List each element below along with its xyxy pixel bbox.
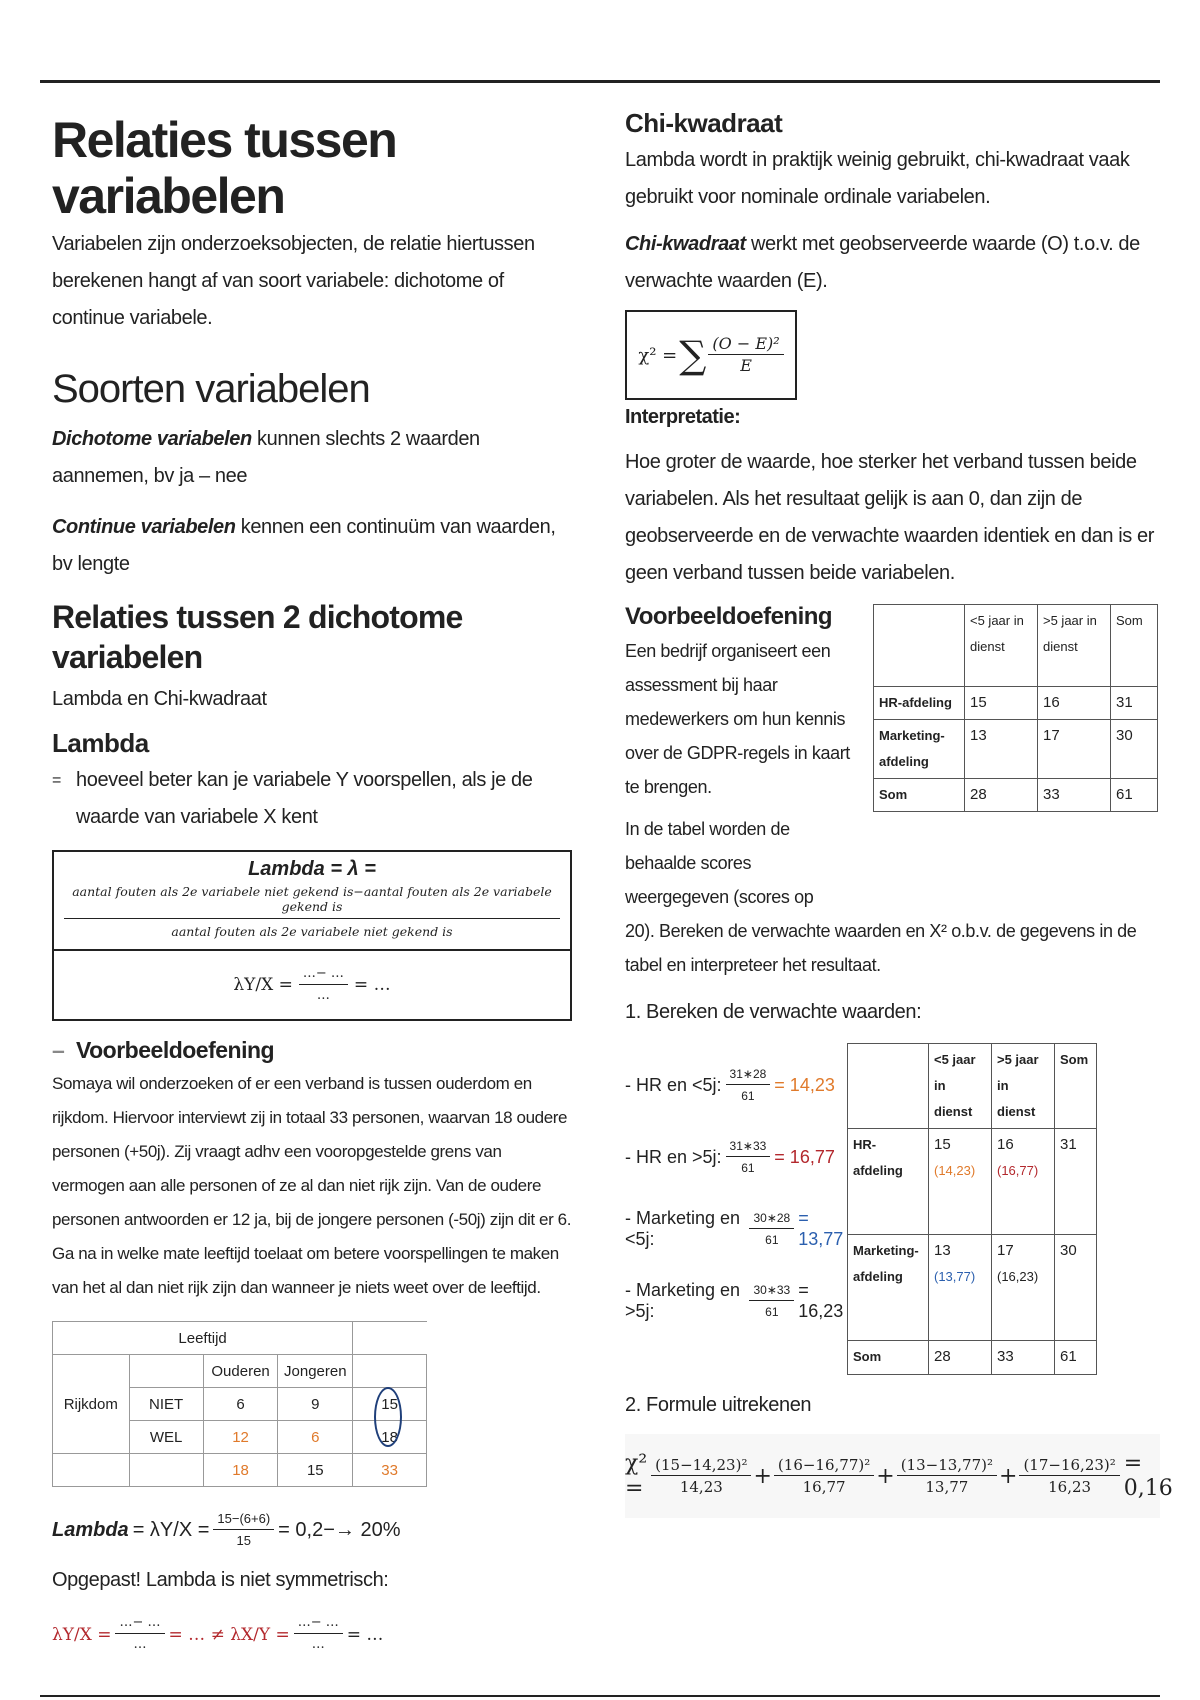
lambda-frac-den: … bbox=[316, 987, 330, 1003]
dichotome-line bbox=[52, 421, 572, 495]
leeftijd-table bbox=[52, 1321, 427, 1487]
th-gt5: >5 jaar in dienst bbox=[1038, 605, 1111, 687]
calc-num: 31∗28 bbox=[726, 1064, 771, 1085]
calc-num: 30∗33 bbox=[749, 1280, 794, 1301]
cell: 9 bbox=[278, 1388, 353, 1421]
calc-section bbox=[625, 1043, 1160, 1375]
lambda-result bbox=[52, 1509, 572, 1552]
final-term bbox=[651, 1455, 751, 1498]
asym-end: = … bbox=[346, 1624, 384, 1645]
row-marketing: Marketing-afdeling bbox=[848, 1235, 929, 1341]
lambda-result-den: 15 bbox=[236, 1533, 252, 1548]
th-som: Som bbox=[1111, 605, 1158, 687]
interpretatie-text: Hoe groter de waarde, hoe sterker het verband tussen beide variabelen. Als het resultaat gelijk is aan 0, dan zijn de geobserveerde en de verwachte waarden identiek en dan is er geen verband tussen beide variabelen. bbox=[625, 451, 1154, 584]
asym-lhs: λY/X = bbox=[52, 1624, 112, 1645]
plus: + bbox=[753, 1463, 772, 1489]
example2-row bbox=[625, 600, 1160, 812]
leeftijd-header: Leeftijd bbox=[53, 1322, 353, 1355]
observed: 15 bbox=[934, 1136, 951, 1153]
sum-total: 33 bbox=[353, 1454, 427, 1487]
calc-den: 61 bbox=[741, 1088, 755, 1103]
final-term bbox=[897, 1455, 997, 1498]
final-den: 13,77 bbox=[925, 1477, 969, 1496]
final-den: 16,23 bbox=[1048, 1477, 1092, 1496]
final-den: 16,77 bbox=[802, 1477, 846, 1496]
cell-observed-expected bbox=[992, 1235, 1055, 1341]
final-term bbox=[1019, 1455, 1119, 1498]
plus: + bbox=[876, 1463, 895, 1489]
calc-den: 61 bbox=[741, 1160, 755, 1175]
lambda-general-row bbox=[54, 951, 570, 1019]
cell: 6 bbox=[278, 1421, 353, 1454]
sigma-symbol: ∑ bbox=[679, 333, 707, 377]
lambda-rhs: = … bbox=[353, 975, 391, 995]
page-title: Relaties tussen variabelen bbox=[52, 112, 397, 224]
calc-frac bbox=[749, 1208, 794, 1251]
final-result: = 0,16 bbox=[1123, 1451, 1173, 1501]
cell: 13 bbox=[965, 720, 1038, 779]
lambda-formula-row bbox=[54, 852, 570, 951]
example-bullet: – bbox=[52, 1037, 65, 1063]
row-som: Som bbox=[874, 779, 965, 812]
th-som: Som bbox=[1055, 1044, 1097, 1129]
continue-line bbox=[52, 509, 572, 583]
dichotome-term: Dichotome variabelen bbox=[52, 428, 252, 450]
row-hr: HR-afdeling bbox=[874, 687, 965, 720]
cell: 15 bbox=[278, 1454, 353, 1487]
lambda-result-frac bbox=[213, 1509, 274, 1552]
observed: 17 bbox=[997, 1242, 1014, 1259]
final-num: (17−16,23)² bbox=[1019, 1455, 1119, 1476]
bottom-rule bbox=[40, 1695, 1160, 1697]
lambda-bullet bbox=[52, 762, 572, 836]
asym-frac1-den: … bbox=[133, 1637, 147, 1652]
example-heading: Voorbeeldoefening bbox=[76, 1037, 275, 1063]
chi-definition bbox=[625, 226, 1160, 300]
cell: 18 bbox=[203, 1454, 278, 1487]
continue-term: Continue variabelen bbox=[52, 516, 236, 538]
lambda-fraction bbox=[299, 964, 348, 1007]
cell: 33 bbox=[1038, 779, 1111, 812]
calc-frac bbox=[726, 1064, 771, 1107]
col-jongeren: Jongeren bbox=[278, 1355, 353, 1388]
expected-table bbox=[847, 1043, 1097, 1375]
lambda-frac-num: …− … bbox=[299, 964, 348, 985]
calc-num: 30∗28 bbox=[749, 1208, 794, 1229]
lambda-formula-num: aantal fouten als 2e variabele niet gekend is−aantal fouten als 2e variabele gekend is bbox=[64, 881, 560, 919]
cell: 33 bbox=[992, 1341, 1055, 1375]
calc-hr-gt5 bbox=[625, 1121, 847, 1193]
dichotome-text: kunnen slechts 2 waarden aannemen, bv ja – nee bbox=[52, 428, 480, 487]
interpretatie-heading: Interpretatie: bbox=[625, 406, 741, 428]
calc-den: 61 bbox=[765, 1232, 779, 1247]
relaties-heading: Relaties tussen 2 dichotome variabelen bbox=[52, 599, 463, 675]
expected: (14,23) bbox=[934, 1163, 976, 1178]
calc-mk-lt5 bbox=[625, 1193, 847, 1265]
cell: 61 bbox=[1111, 779, 1158, 812]
lambda-result-label: Lambda bbox=[52, 1519, 129, 1541]
expected: (13,77) bbox=[934, 1269, 976, 1284]
rijkdom-label: Rijkdom bbox=[53, 1355, 130, 1454]
asym-frac2-den: … bbox=[311, 1637, 325, 1652]
cell: 30 bbox=[1055, 1235, 1097, 1341]
calc-list bbox=[625, 1043, 847, 1375]
row-marketing: Marketing-afdeling bbox=[874, 720, 965, 779]
lambda-result-value: = 0,2−→ 20% bbox=[278, 1519, 401, 1541]
cell: 12 bbox=[203, 1421, 278, 1454]
lambda-formula-label: Lambda = λ = bbox=[248, 858, 376, 880]
step2-text: 2. Formule uitrekenen bbox=[625, 1394, 812, 1416]
cell-observed-expected bbox=[992, 1129, 1055, 1235]
final-num: (13−13,77)² bbox=[897, 1455, 997, 1476]
chi-intro: Lambda wordt in praktijk weinig gebruikt, chi-kwadraat vaak gebruikt voor nominale ordinale variabelen. bbox=[625, 149, 1130, 208]
final-den: 14,23 bbox=[679, 1477, 723, 1496]
lambda-result-eq: = λY/X = bbox=[132, 1519, 210, 1541]
top-rule bbox=[40, 80, 1160, 83]
lambda-heading: Lambda bbox=[52, 728, 149, 758]
chi-heading: Chi-kwadraat bbox=[625, 108, 783, 138]
final-lhs: χ² = bbox=[625, 1451, 648, 1501]
example-heading-row bbox=[52, 1033, 572, 1067]
left-column bbox=[52, 100, 572, 1656]
relaties-sub: Lambda en Chi-kwadraat bbox=[52, 688, 267, 710]
final-num: (15−14,23)² bbox=[651, 1455, 751, 1476]
cell-sum bbox=[353, 1388, 427, 1421]
step1-text: 1. Bereken de verwachte waarden: bbox=[625, 1001, 922, 1023]
calc-result: = 14,23 bbox=[774, 1074, 835, 1095]
chi-def-text: werkt met geobserveerde waarde (O) t.o.v. de verwachte waarden (E). bbox=[625, 233, 1140, 292]
asym-frac1-num: …− … bbox=[115, 1613, 164, 1634]
cell: 16 bbox=[1038, 687, 1111, 720]
warning-text: Opgepast! Lambda is niet symmetrisch: bbox=[52, 1569, 389, 1591]
calc-label: - Marketing en >5j: bbox=[625, 1280, 741, 1321]
cell: 31 bbox=[1111, 687, 1158, 720]
col-ouderen: Ouderen bbox=[203, 1355, 278, 1388]
expected: (16,77) bbox=[997, 1163, 1039, 1178]
cell: 61 bbox=[1055, 1341, 1097, 1375]
calc-num: 31∗33 bbox=[726, 1136, 771, 1157]
intro-text: Variabelen zijn onderzoeksobjecten, de relatie hiertussen berekenen hangt af van soort variabele: dichotome of continue variabele. bbox=[52, 233, 535, 329]
calc-result: = 13,77 bbox=[798, 1208, 844, 1249]
gdpr-table bbox=[873, 604, 1158, 812]
plus: + bbox=[999, 1463, 1018, 1489]
sum-niet: 15 bbox=[381, 1395, 398, 1413]
calc-hr-lt5 bbox=[625, 1049, 847, 1121]
cell: 17 bbox=[1038, 720, 1111, 779]
calc-frac bbox=[749, 1280, 794, 1323]
lambda-lhs: λY/X = bbox=[233, 975, 293, 995]
final-term bbox=[774, 1455, 874, 1498]
example2-heading: Voorbeeldoefening bbox=[625, 603, 833, 630]
calc-label: - HR en >5j: bbox=[625, 1146, 722, 1167]
th-gt5: >5 jaar in dienst bbox=[992, 1044, 1055, 1129]
calc-label: - HR en <5j: bbox=[625, 1074, 722, 1095]
right-column bbox=[625, 100, 1173, 1518]
row-niet-label: NIET bbox=[129, 1388, 203, 1421]
cell: 31 bbox=[1055, 1129, 1097, 1235]
continue-text: kennen een continuüm van waarden, bv lengte bbox=[52, 516, 556, 575]
calc-mk-gt5 bbox=[625, 1265, 847, 1337]
th-lt5: <5 jaar in dienst bbox=[929, 1044, 992, 1129]
example2-text2b: 20). Bereken de verwachte waarden en X² o.b.v. de gegevens in de tabel en interpreteer het resultaat. bbox=[625, 921, 1137, 975]
lambda-result-num: 15−(6+6) bbox=[213, 1509, 274, 1530]
calc-result: = 16,23 bbox=[798, 1280, 844, 1321]
row-som: Som bbox=[848, 1341, 929, 1375]
example2-text: Een bedrijf organiseert een assessment bij haar medewerkers om hun kennis over de GDPR-regels in kaart te brengen. bbox=[625, 641, 850, 797]
chi-term: Chi-kwadraat bbox=[625, 233, 746, 255]
cell: 15 bbox=[965, 687, 1038, 720]
cell: 28 bbox=[929, 1341, 992, 1375]
chi-formula-box bbox=[625, 310, 797, 400]
row-hr: HR-afdeling bbox=[848, 1129, 929, 1235]
asym-frac2-num: …− … bbox=[294, 1613, 343, 1634]
chi-formula-num: (O − E)² bbox=[708, 334, 783, 355]
calc-frac bbox=[726, 1136, 771, 1179]
observed: 13 bbox=[934, 1242, 951, 1259]
cell-observed-expected bbox=[929, 1129, 992, 1235]
example-text: Somaya wil onderzoeken of er een verband is tussen ouderdom en rijkdom. Hiervoor interviewt zij in totaal 33 personen, waarvan 18 oudere personen (+50j). Zij vraagt adhv een vooropgestelde grens van vermogen aan alle personen of ze al dan niet rijk zijn. Van de oudere personen antwoorden er 12 ja, bij de jongere personen (-50j) zijn dit er 6. Ga na in welke mate leeftijd toelaat om betere voorspellingen te maken van het al dan niet rijk zijn dan wanneer je niets weet over de leeftijd. bbox=[52, 1074, 572, 1297]
cell-observed-expected bbox=[929, 1235, 992, 1341]
observed: 16 bbox=[997, 1136, 1014, 1153]
asym-frac1 bbox=[115, 1613, 164, 1656]
chi-formula-den: E bbox=[740, 355, 752, 375]
th-lt5: <5 jaar in dienst bbox=[965, 605, 1038, 687]
calc-label: - Marketing en <5j: bbox=[625, 1208, 741, 1249]
calc-den: 61 bbox=[765, 1304, 779, 1319]
lambda-formula-den: aantal fouten als 2e variabele niet gekend is bbox=[171, 924, 453, 939]
lambda-definition: hoeveel beter kan je variabele Y voorspellen, als je de waarde van variabele X kent bbox=[76, 769, 533, 828]
example2-text2a: In de tabel worden de behaalde scores weergegeven (scores op bbox=[625, 819, 814, 907]
asym-frac2 bbox=[294, 1613, 343, 1656]
cell: 28 bbox=[965, 779, 1038, 812]
example2-text-col bbox=[625, 600, 853, 812]
row-wel-label: WEL bbox=[129, 1421, 203, 1454]
chi-final-formula bbox=[625, 1434, 1173, 1518]
soorten-heading: Soorten variabelen bbox=[52, 367, 370, 411]
final-num: (16−16,77)² bbox=[774, 1455, 874, 1476]
cell: 30 bbox=[1111, 720, 1158, 779]
cell: 6 bbox=[203, 1388, 278, 1421]
chi-formula-lhs: χ² = bbox=[638, 344, 678, 366]
asym-mid: = … ≠ λX/Y = bbox=[168, 1624, 290, 1645]
expected: (16,23) bbox=[997, 1269, 1039, 1284]
sum-wel: 18 bbox=[353, 1421, 427, 1454]
circle-annotation bbox=[374, 1387, 402, 1447]
lambda-formula-box bbox=[52, 850, 572, 1021]
bullet-mark: = bbox=[52, 772, 61, 789]
calc-result: = 16,77 bbox=[774, 1146, 835, 1167]
asymmetry-formula bbox=[52, 1613, 572, 1656]
chi-formula-frac bbox=[708, 334, 783, 377]
